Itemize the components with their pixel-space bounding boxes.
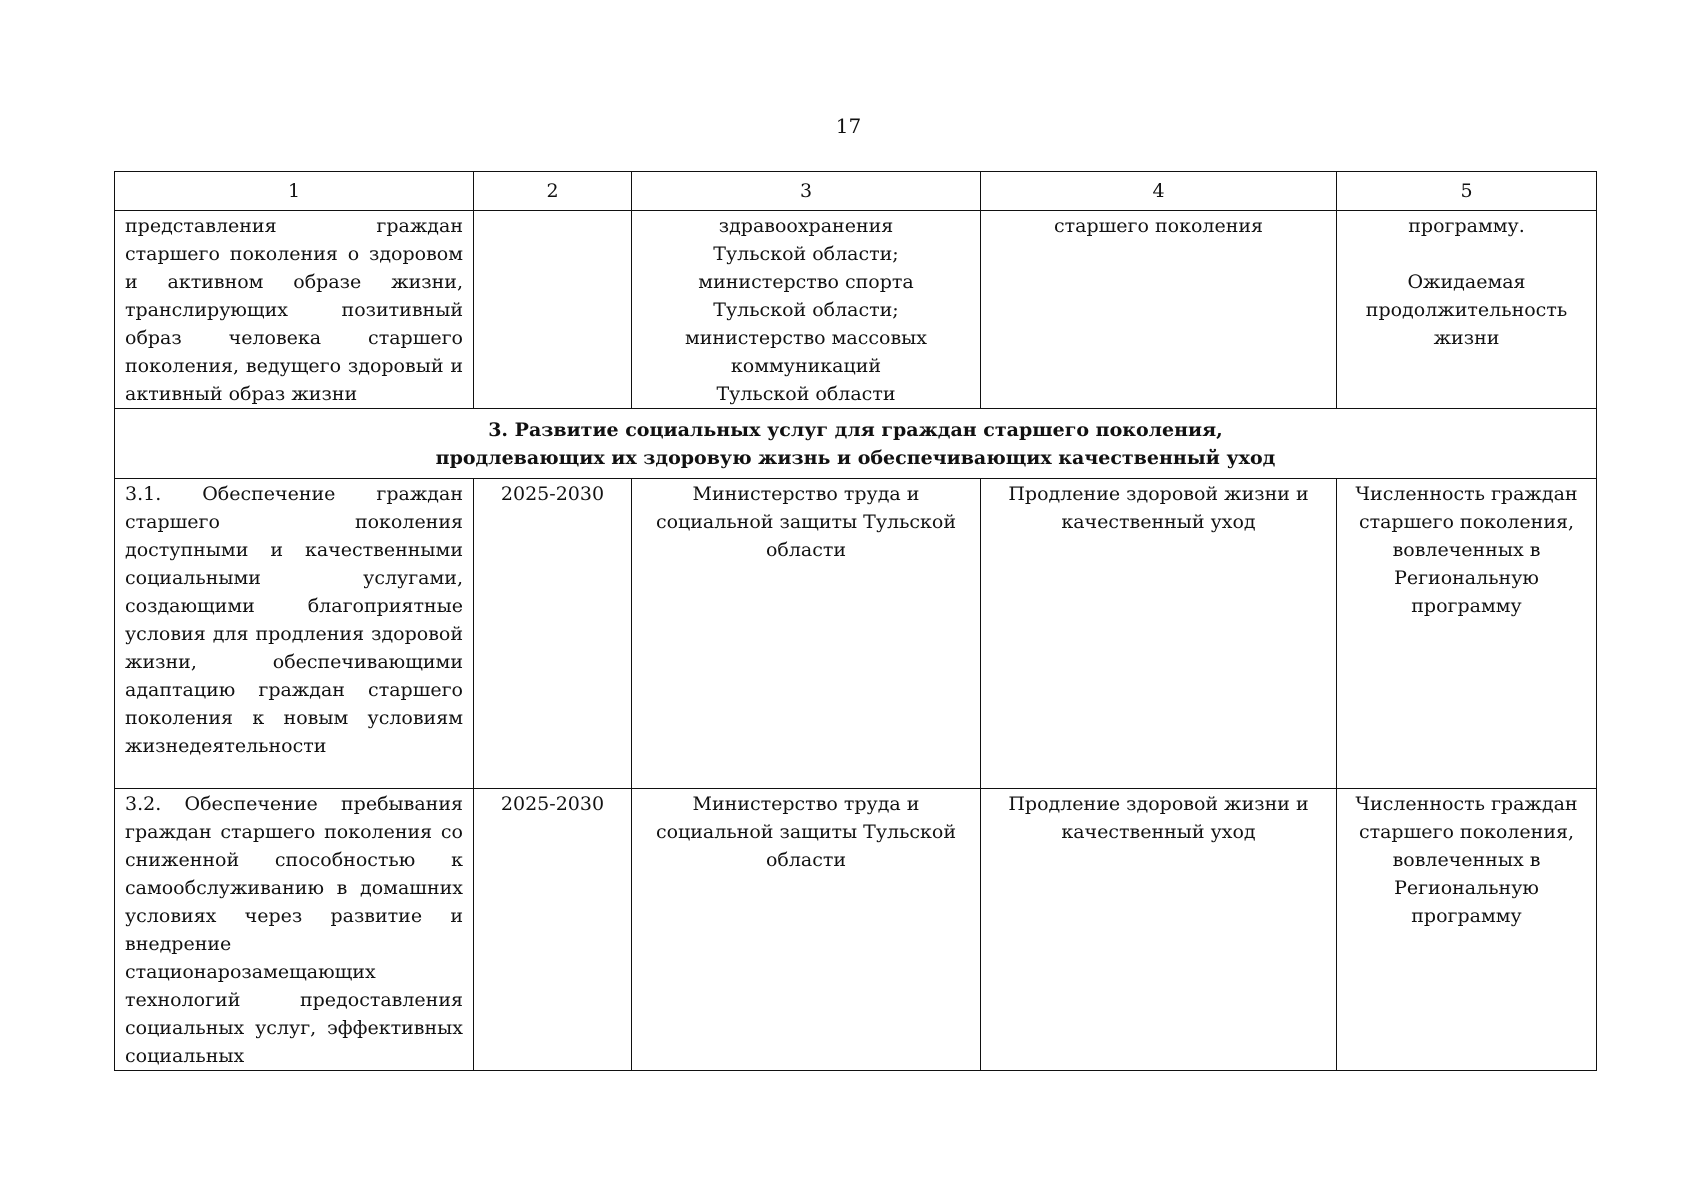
result-cell: Продление здоровой жизни и качественный уход xyxy=(981,479,1337,789)
measures-table xyxy=(114,171,1597,1071)
section-heading-line-1: 3. Развитие социальных услуг для граждан старшего поколения, xyxy=(488,419,1223,441)
period-cell xyxy=(474,211,632,409)
indicator-text-bottom: Ожидаемая продолжительность жизни xyxy=(1365,271,1568,349)
column-header-1: 1 xyxy=(115,172,474,211)
responsible-cell: Министерство труда и социальной защиты Тульской области xyxy=(632,789,981,1071)
column-header-5: 5 xyxy=(1337,172,1597,211)
table-row xyxy=(115,479,1597,789)
section-heading-line-2: продлевающих их здоровую жизнь и обеспечивающих качественный уход xyxy=(435,447,1276,469)
indicator-cell: Численность граждан старшего поколения, вовлеченных в Региональную программу xyxy=(1337,479,1597,789)
result-cell: старшего поколения xyxy=(981,211,1337,409)
responsible-line: Тульской области; xyxy=(713,243,899,265)
responsible-cell: Министерство труда и социальной защиты Тульской области xyxy=(632,479,981,789)
measure-description-cell: представления граждан старшего поколения о здоровом и активном образе жизни, транслирующих позитивный образ человека старшего поколения, ведущего здоровый и активный образ жизни xyxy=(115,211,474,409)
column-header-4: 4 xyxy=(981,172,1337,211)
indicator-cell: Численность граждан старшего поколения, вовлеченных в Региональную программу xyxy=(1337,789,1597,1071)
responsible-line: здравоохранения xyxy=(718,215,894,237)
measure-description-cell: 3.2. Обеспечение пребывания граждан старшего поколения со сниженной способностью к самообслуживанию в домашних условиях через развитие и внедрение стационарозамещающих технологий предоставления социальных услуг, эффективных социальных xyxy=(115,789,474,1071)
responsible-line: министерство массовых xyxy=(684,327,928,349)
indicator-text-top: программу. xyxy=(1408,215,1525,237)
responsible-line: министерство спорта xyxy=(698,271,914,293)
table-row xyxy=(115,789,1597,1071)
responsible-line: коммуникаций xyxy=(730,355,882,377)
responsible-line: Тульской области; xyxy=(713,299,899,321)
table-row-continuation xyxy=(115,211,1597,409)
column-header-3: 3 xyxy=(632,172,981,211)
responsible-line: Тульской области xyxy=(716,383,896,405)
table-header-row xyxy=(115,172,1597,211)
measure-description-cell: 3.1. Обеспечение граждан старшего поколения доступными и качественными социальными услугами, создающими благоприятные условия для продления здоровой жизни, обеспечивающими адаптацию граждан старшего поколения к новым условиям жизнедеятельности xyxy=(115,479,474,789)
indicator-cell xyxy=(1337,211,1597,409)
result-cell: Продление здоровой жизни и качественный уход xyxy=(981,789,1337,1071)
column-header-2: 2 xyxy=(474,172,632,211)
page-number: 17 xyxy=(835,114,862,138)
indicator-spacer xyxy=(1347,240,1586,268)
responsible-cell xyxy=(632,211,981,409)
section-heading xyxy=(115,409,1597,479)
period-cell: 2025-2030 xyxy=(474,479,632,789)
section-heading-row xyxy=(115,409,1597,479)
period-cell: 2025-2030 xyxy=(474,789,632,1071)
